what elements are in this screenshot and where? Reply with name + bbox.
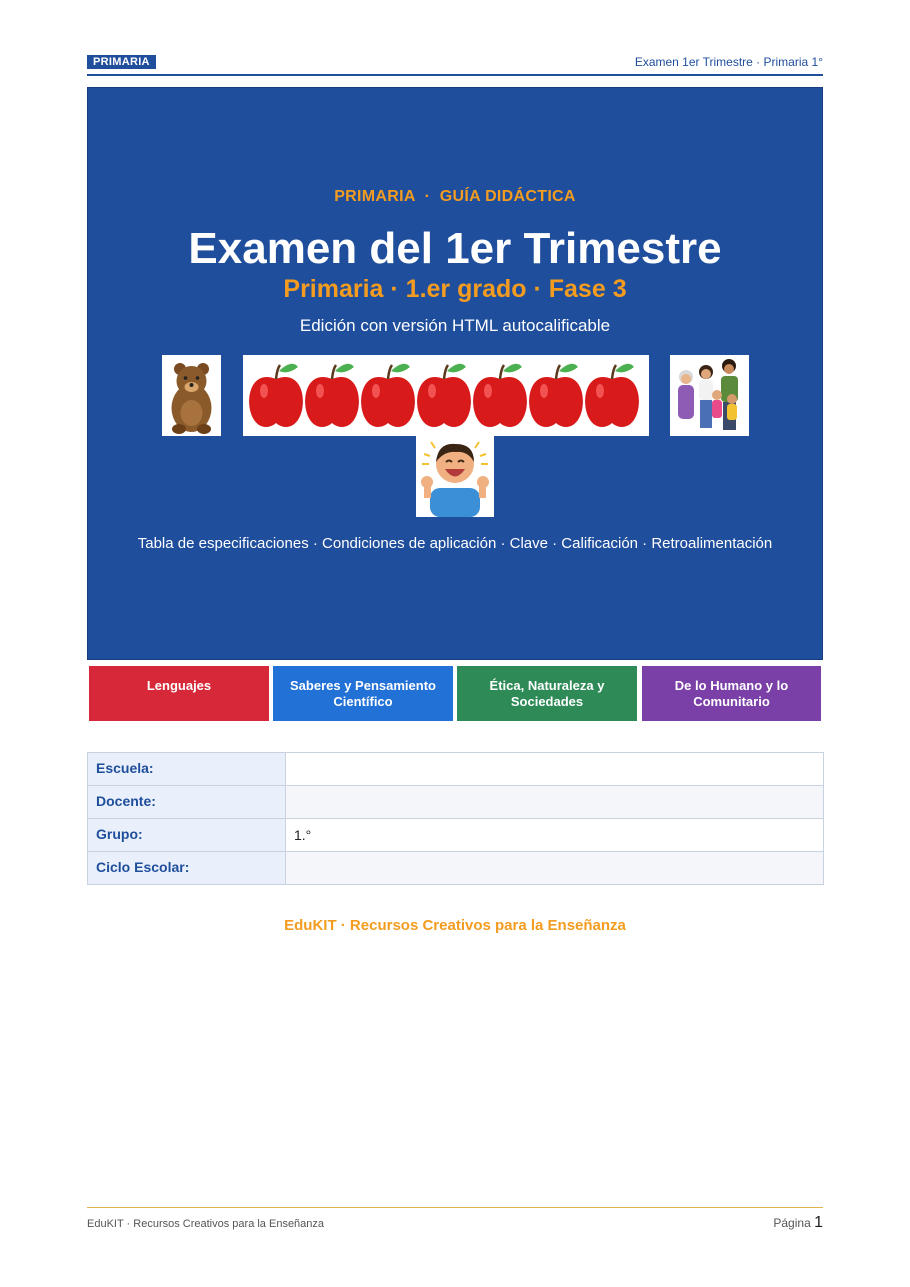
teacher-field[interactable] [286, 786, 824, 819]
level-badge: PRIMARIA [87, 55, 156, 69]
cover-panel [87, 87, 823, 660]
cover-title: Examen del 1er Trimestre [188, 224, 722, 273]
group-label: Grupo: [88, 819, 286, 852]
table-row [88, 786, 824, 819]
page-label: Página [773, 1216, 811, 1230]
cover-topics: Tabla de especificaciones · Condiciones de aplicación · Clave · Calificación · Retroalimentación [137, 535, 773, 552]
table-row [88, 753, 824, 786]
brand-line: EduKIT · Recursos Creativos para la Enseñanza [284, 917, 626, 934]
subject-bar [87, 664, 823, 724]
apple-icon [305, 364, 359, 427]
school-info-table [87, 752, 824, 885]
apple-icon [361, 364, 415, 427]
cover-kicker: PRIMARIA · GUÍA DIDÁCTICA [334, 188, 576, 205]
table-row [88, 852, 824, 885]
subject-saberes: Saberes y Pensamiento Científico [273, 666, 453, 721]
page-number-value: 1 [814, 1214, 823, 1231]
cycle-field[interactable] [286, 852, 824, 885]
table-row [88, 819, 824, 852]
header-title: Examen 1er Trimestre · Primaria 1° [634, 55, 823, 69]
family-icon [670, 355, 749, 436]
page-header [87, 52, 823, 76]
school-label: Escuela: [88, 753, 286, 786]
cover-subtitle: Primaria · 1.er grado · Fase 3 [283, 275, 627, 303]
apple-icon [249, 364, 303, 427]
apple-icon [529, 364, 583, 427]
apple-row [243, 355, 649, 436]
apple-icon [417, 364, 471, 427]
page-footer [87, 1207, 823, 1234]
page-number [773, 1214, 823, 1232]
subject-humano: De lo Humano y lo Comunitario [642, 666, 821, 721]
cover-edition: Edición con versión HTML autocalificable [299, 316, 611, 335]
school-field[interactable] [286, 753, 824, 786]
bear-icon [162, 355, 221, 436]
footer-brand: EduKIT · Recursos Creativos para la Enseñanza [87, 1218, 325, 1230]
cycle-label: Ciclo Escolar: [88, 852, 286, 885]
group-field[interactable]: 1.° [286, 819, 824, 852]
apple-icon [585, 364, 639, 427]
teacher-label: Docente: [88, 786, 286, 819]
subject-lenguajes: Lenguajes [89, 666, 269, 721]
subject-etica: Ética, Naturaleza y Sociedades [457, 666, 637, 721]
apple-icon [473, 364, 527, 427]
happy-boy-icon [416, 436, 494, 517]
